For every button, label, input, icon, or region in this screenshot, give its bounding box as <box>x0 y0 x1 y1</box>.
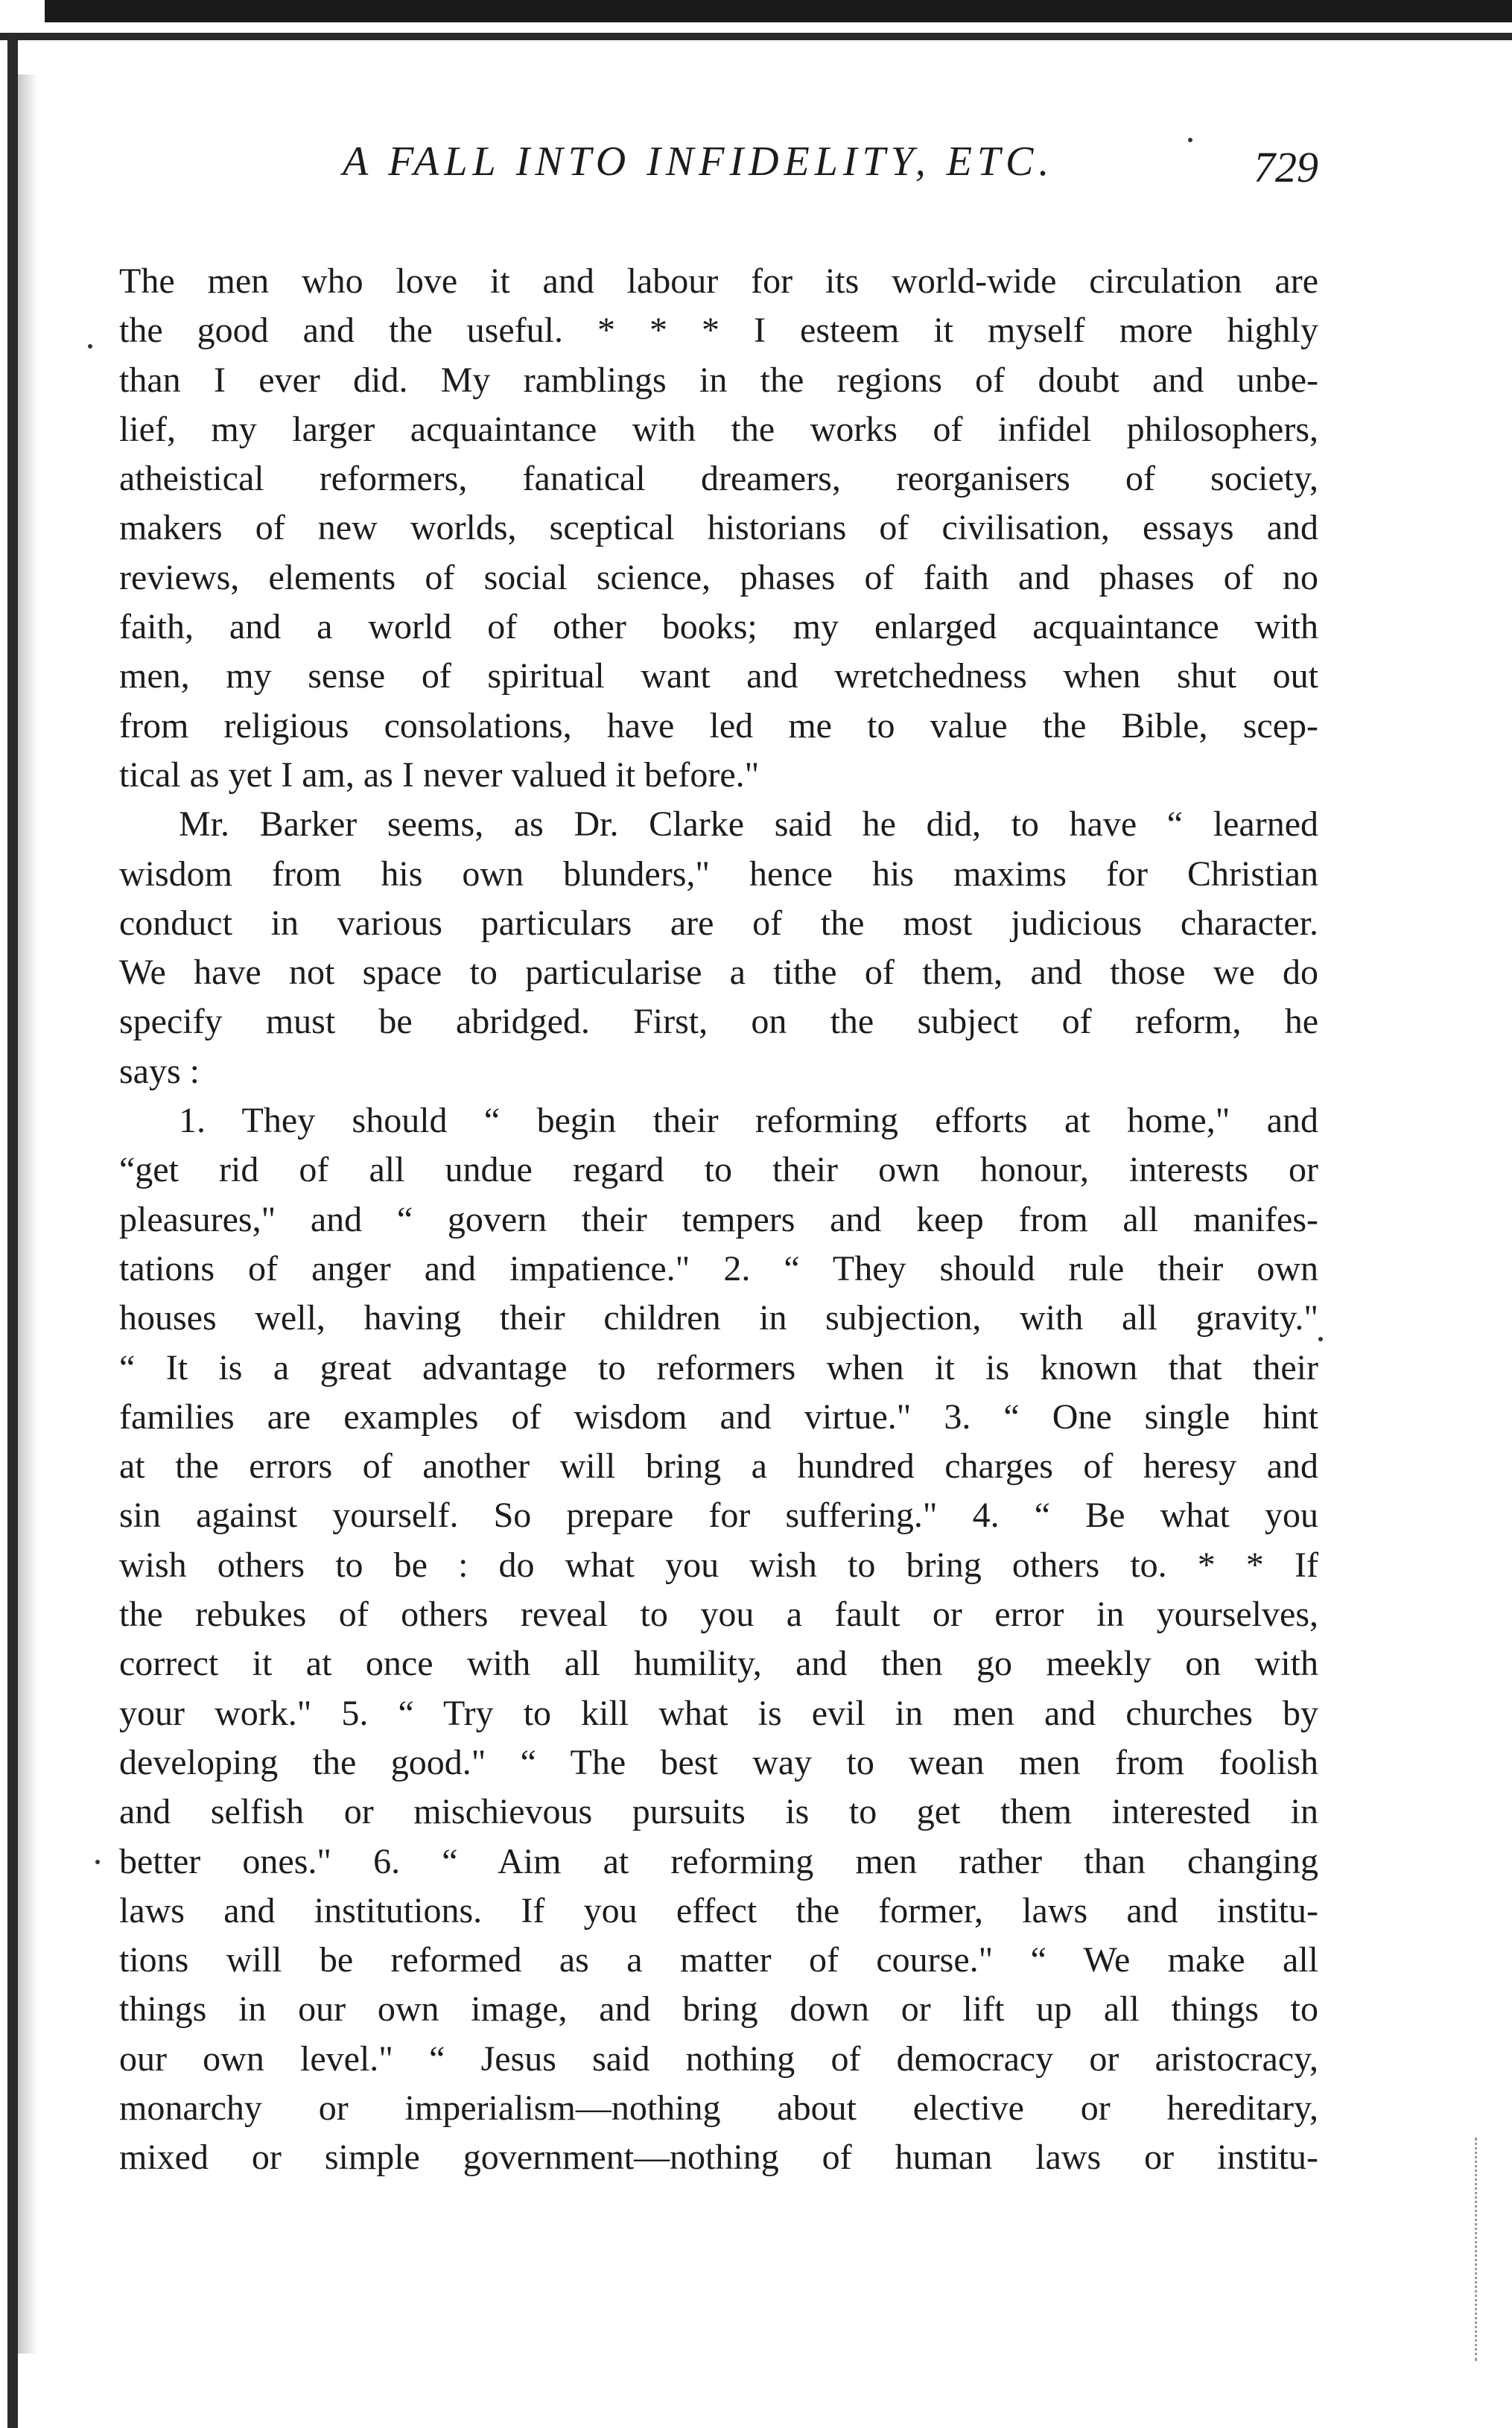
spine-shadow <box>18 74 37 2354</box>
text-line: “ It is a great advantage to reformers when it is known that their <box>119 1347 1318 1388</box>
text-line: correct it at once with all humility, and then go meekly on with <box>119 1644 1318 1684</box>
paragraph-start-line: 1. They should “ begin their reforming efforts at home," and <box>179 1101 1318 1141</box>
page-edge-marks <box>1475 2138 1492 2361</box>
paragraph-start-line: Mr. Barker seems, as Dr. Clarke said he did, to have “ learned <box>179 804 1318 845</box>
text-line: our own level." “ Jesus said nothing of democracy or aristocracy, <box>119 2038 1318 2079</box>
text-line: the rebukes of others reveal to you a fault or error in yourselves, <box>119 1595 1318 1635</box>
page-spine-edge <box>7 37 18 2428</box>
text-line: and selfish or mischievous pursuits is to get them interested in <box>119 1792 1318 1832</box>
text-line: tions will be reformed as a matter of course." “ We make all <box>119 1940 1318 1980</box>
top-edge-rule <box>45 0 1512 22</box>
text-line: laws and institutions. If you effect the former, laws and institu- <box>119 1890 1318 1930</box>
text-line: tations of anger and impatience." 2. “ They should rule their own <box>119 1248 1318 1288</box>
text-line: wish others to be : do what you wish to bring others to. * * If <box>119 1545 1318 1585</box>
text-line: specify must be abridged. First, on the subject of reform, he <box>119 1002 1318 1042</box>
text-line: makers of new worlds, sceptical historians of civilisation, essays and <box>119 508 1318 548</box>
print-speck <box>1318 1337 1323 1341</box>
text-line: lief, my larger acquaintance with the works of infidel philosophers, <box>119 409 1318 449</box>
top-edge-thin-rule <box>0 33 1512 40</box>
text-line: conduct in various particulars are of the most judicious character. <box>119 903 1318 943</box>
print-speck <box>88 344 92 349</box>
text-line: developing the good." “ The best way to wean men from foolish <box>119 1742 1318 1782</box>
text-line: monarchy or imperialism—nothing about elective or hereditary, <box>119 2088 1318 2128</box>
text-line: reviews, elements of social science, phases of faith and phases of no <box>119 557 1318 597</box>
running-title: A FALL INTO INFIDELITY, ETC. <box>343 139 1055 185</box>
text-line: at the errors of another will bring a hundred charges of heresy and <box>119 1446 1318 1487</box>
text-line: atheistical reformers, fanatical dreamers, reorganisers of society, <box>119 459 1318 499</box>
text-line: men, my sense of spiritual want and wretchedness when shut out <box>119 656 1318 696</box>
text-line: than I ever did. My ramblings in the regions of doubt and unbe- <box>119 360 1318 400</box>
page-header <box>119 123 1318 205</box>
text-line: things in our own image, and bring down or lift up all things to <box>119 1989 1318 2030</box>
text-line: We have not space to particularise a tithe of them, and those we do <box>119 953 1318 993</box>
text-line: houses well, having their children in subjection, with all gravity." <box>119 1298 1318 1338</box>
text-line: pleasures," and “ govern their tempers and keep from all manifes- <box>119 1199 1318 1239</box>
text-line: your work." 5. “ Try to kill what is evil in men and churches by <box>119 1693 1318 1733</box>
text-line: mixed or simple government—nothing of human laws or institu- <box>119 2138 1318 2178</box>
text-line: The men who love it and labour for its world-wide circulation are <box>119 261 1318 301</box>
print-speck <box>1188 138 1192 142</box>
print-speck <box>95 1860 100 1864</box>
text-line: says : <box>119 1051 200 1091</box>
text-line: families are examples of wisdom and virtue." 3. “ One single hint <box>119 1396 1318 1437</box>
text-line: sin against yourself. So prepare for suffering." 4. “ Be what you <box>119 1496 1318 1536</box>
text-line: tical as yet I am, as I never valued it before." <box>119 754 760 795</box>
text-line: “get rid of all undue regard to their own honour, interests or <box>119 1150 1318 1190</box>
text-line: the good and the useful. * * * I esteem it myself more highly <box>119 311 1318 351</box>
body-text <box>119 257 1318 2183</box>
text-line: better ones." 6. “ Aim at reforming men rather than changing <box>119 1841 1318 1881</box>
text-line: faith, and a world of other books; my enlarged acquaintance with <box>119 607 1318 647</box>
page-number: 729 <box>1254 143 1318 191</box>
text-line: from religious consolations, have led me to value the Bible, scep- <box>119 705 1318 746</box>
text-line: wisdom from his own blunders," hence his maxims for Christian <box>119 854 1318 894</box>
